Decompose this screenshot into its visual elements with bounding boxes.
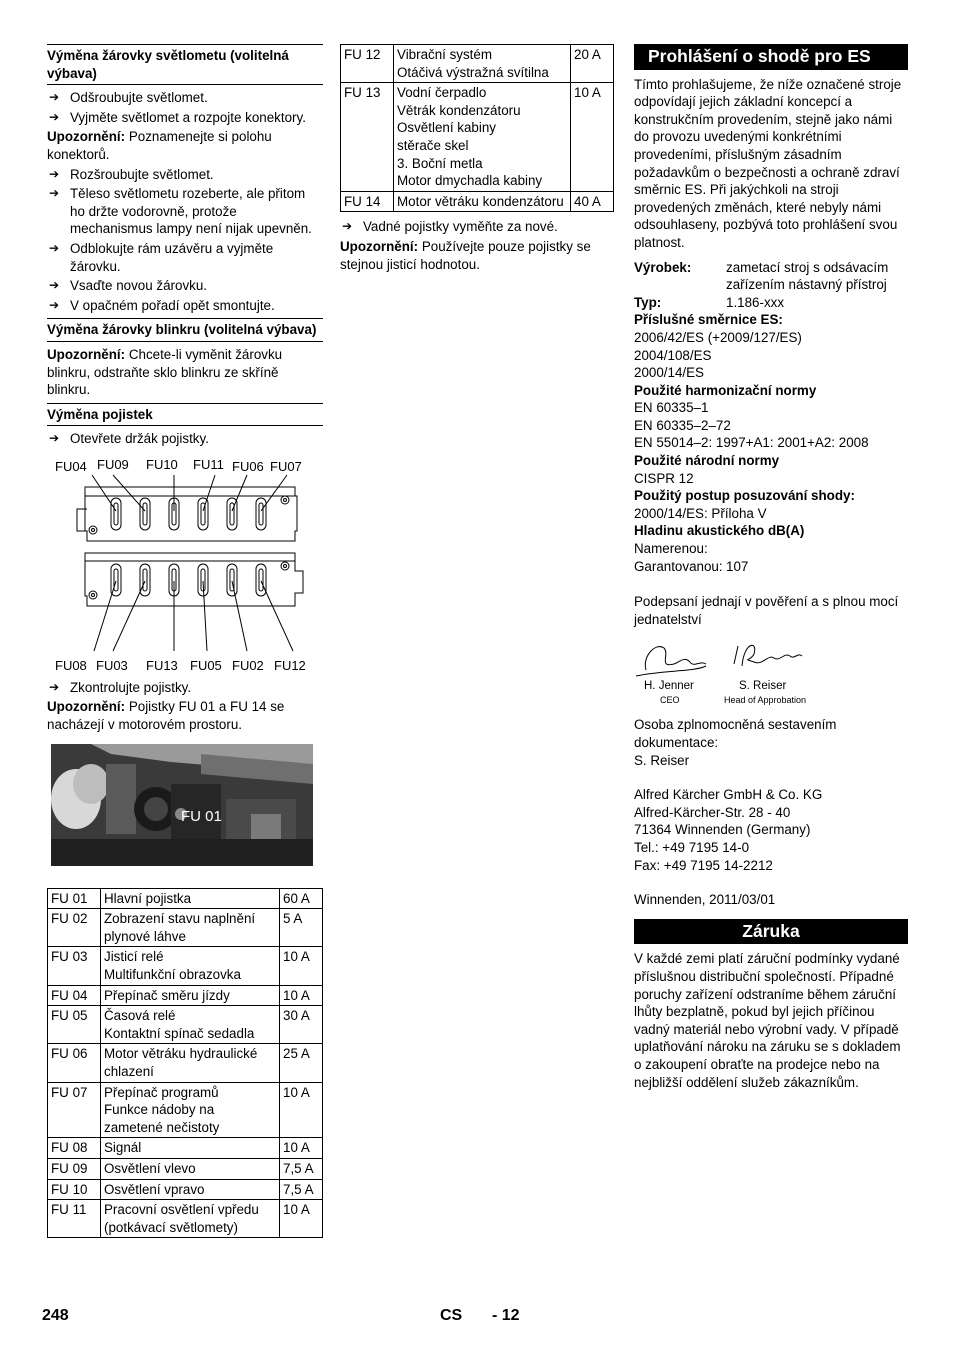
language-code: CS bbox=[440, 1307, 463, 1324]
fuse-rating: 20 A bbox=[571, 45, 614, 83]
arrow-icon: ➔ bbox=[49, 297, 60, 312]
signature-drawing bbox=[634, 636, 834, 682]
directives-label: Příslušné směrnice ES: bbox=[634, 312, 783, 328]
fuse-description: Přepínač programů Funkce nádoby na zametené nečistoty bbox=[101, 1082, 280, 1138]
fuse-description: Hlavní pojistka bbox=[101, 888, 280, 909]
fuse-description: Signál bbox=[101, 1138, 280, 1159]
fuse-description: Pracovní osvětlení vpředu (potkávací světlomety) bbox=[101, 1200, 280, 1238]
fuse-label: FU02 bbox=[232, 657, 264, 673]
fuse-row bbox=[48, 1082, 323, 1138]
section-heading-blinker: Výměna žárovky blinkru (volitelná výbava) bbox=[47, 318, 323, 342]
fuse-rating: 25 A bbox=[280, 1044, 323, 1082]
fuse-row bbox=[341, 191, 614, 212]
warranty-title: Záruka bbox=[634, 919, 908, 945]
fuse-row bbox=[48, 1006, 323, 1044]
step: ➔ Vsaďte novou žárovku. bbox=[49, 278, 208, 294]
fuse-description: Jisticí relé Multifunkční obrazovka bbox=[101, 947, 280, 985]
step: ➔ Vyjměte světlomet a rozpojte konektory. bbox=[49, 109, 306, 125]
step: ➔ Vadné pojistky vyměňte za nové. bbox=[342, 219, 558, 235]
directive: 2006/42/ES (+2009/127/ES) bbox=[634, 329, 802, 345]
fuse-row bbox=[48, 1138, 323, 1159]
fuse-code: FU 12 bbox=[341, 45, 394, 83]
fuse-rating: 10 A bbox=[280, 947, 323, 985]
arrow-icon: ➔ bbox=[49, 166, 60, 181]
arrow-icon: ➔ bbox=[49, 431, 60, 446]
declaration-title: Prohlášení o shodě pro ES bbox=[634, 44, 908, 70]
fuse-row bbox=[341, 45, 614, 83]
fuse-rating: 60 A bbox=[280, 888, 323, 909]
fuse-code: FU 06 bbox=[48, 1044, 101, 1082]
fuse-label: FU06 bbox=[232, 458, 264, 474]
fuse-description: Osvětlení vpravo bbox=[101, 1179, 280, 1200]
note: Upozornění: Poznamenejte si polohu konektorů. bbox=[47, 129, 272, 162]
fuse-label: FU09 bbox=[97, 456, 129, 472]
arrow-icon: ➔ bbox=[49, 679, 60, 694]
arrow-icon: ➔ bbox=[342, 219, 353, 234]
step: ➔ Odšroubujte světlomet. bbox=[49, 90, 208, 106]
fuse-description: Přepínač směru jízdy bbox=[101, 985, 280, 1006]
fuse-row bbox=[48, 1158, 323, 1179]
fuse-label: FU10 bbox=[146, 456, 178, 472]
arrow-icon: ➔ bbox=[49, 109, 60, 124]
fuse-code: FU 09 bbox=[48, 1158, 101, 1179]
fuse-label: FU08 bbox=[55, 657, 87, 673]
fuse-labels-bottom bbox=[55, 658, 306, 673]
signer-2-role: Head of Approbation bbox=[724, 695, 807, 706]
fuse-row bbox=[341, 83, 614, 192]
fuse-rating: 10 A bbox=[280, 1082, 323, 1138]
arrow-icon: ➔ bbox=[49, 90, 60, 105]
norm: EN 60335–2–72 bbox=[634, 417, 731, 433]
signer-2-name: S. Reiser bbox=[739, 680, 787, 693]
fuse-rating: 7,5 A bbox=[280, 1179, 323, 1200]
fuse-rating: 40 A bbox=[571, 191, 614, 212]
fuse-table-1 bbox=[47, 888, 323, 1239]
fuse-rating: 10 A bbox=[571, 83, 614, 192]
fuse-code: FU 05 bbox=[48, 1006, 101, 1044]
fuse-table-2 bbox=[340, 44, 614, 212]
step: ➔ Zkontrolujte pojistky. bbox=[49, 679, 192, 695]
national-label: Použité národní normy bbox=[634, 453, 780, 469]
fuse-rating: 10 A bbox=[280, 1200, 323, 1238]
fuse-holder-diagram bbox=[47, 451, 323, 677]
fuse-row bbox=[48, 909, 323, 947]
fuse-label: FU13 bbox=[146, 657, 178, 673]
fuse-label: FU11 bbox=[193, 456, 224, 472]
arrow-icon: ➔ bbox=[49, 240, 60, 255]
fuse-code: FU 13 bbox=[341, 83, 394, 192]
fuse-code: FU 10 bbox=[48, 1179, 101, 1200]
product-row: Výrobek: zametací stroj s odsávacím zařízením nástavný přístroj bbox=[634, 259, 889, 293]
section-heading-headlight: Výměna žárovky světlometu (volitelná výbava) bbox=[47, 44, 323, 85]
fuse-code: FU 04 bbox=[48, 985, 101, 1006]
fuse-code: FU 02 bbox=[48, 909, 101, 947]
measured-row: Namerenou: bbox=[634, 541, 708, 557]
fuse-rating: 10 A bbox=[280, 985, 323, 1006]
engine-photo-drawing bbox=[51, 744, 313, 866]
place-date: Winnenden, 2011/03/01 bbox=[634, 892, 776, 908]
fuse-row bbox=[48, 1044, 323, 1082]
conformity-value: 2000/14/ES: Příloha V bbox=[634, 505, 767, 521]
fuse-label: FU04 bbox=[55, 458, 87, 474]
step: ➔ V opačném pořadí opět smontujte. bbox=[49, 297, 275, 313]
signer-1-role: CEO bbox=[660, 695, 680, 706]
column-left bbox=[47, 44, 323, 1238]
fuse-description: Osvětlení vlevo bbox=[101, 1158, 280, 1179]
directive: 2000/14/ES bbox=[634, 365, 704, 381]
column-right bbox=[634, 44, 908, 1091]
step: ➔ Rozšroubujte světlomet. bbox=[49, 166, 214, 182]
step: ➔ Otevřete držák pojistky. bbox=[49, 431, 209, 447]
fuse-code: FU 08 bbox=[48, 1138, 101, 1159]
signer-1-name: H. Jenner bbox=[644, 680, 694, 693]
fuse-description: Vibrační systém Otáčivá výstražná svítilna bbox=[394, 45, 571, 83]
harmonized-label: Použité harmonizační normy bbox=[634, 382, 817, 398]
fuse-rating: 5 A bbox=[280, 909, 323, 947]
fuse-row bbox=[48, 1179, 323, 1200]
fuse-code: FU 11 bbox=[48, 1200, 101, 1238]
fuse-description: Časová relé Kontaktní spínač sedadla bbox=[101, 1006, 280, 1044]
signed-text: Podepsaní jednají v pověření a s plnou mocí jednatelství bbox=[634, 594, 899, 627]
address-line: Alfred Kärcher GmbH & Co. KG bbox=[634, 787, 823, 803]
authorized-name: S. Reiser bbox=[634, 752, 690, 768]
fuse-code: FU 03 bbox=[48, 947, 101, 985]
address-line: 71364 Winnenden (Germany) bbox=[634, 822, 811, 838]
step: ➔ Odblokujte rám uzávěru a vyjměte žárovku. bbox=[49, 240, 274, 274]
fuse-code: FU 07 bbox=[48, 1082, 101, 1138]
fuse-row bbox=[48, 947, 323, 985]
sub-page-number: - 12 bbox=[492, 1307, 520, 1324]
section-heading-fuses: Výměna pojistek bbox=[47, 403, 323, 427]
directive: 2004/108/ES bbox=[634, 347, 712, 363]
declaration-intro: Tímto prohlašujeme, že níže označené stroje odpovídají jejich základní koncepcí a konstrukčním provedením, stejně jako námi do provozu uvedenými konkrétními provedeními, příslušným zásadním požadavkům o bezpečnosti a ochraně zdraví směrnic ES. Při jakýchkoli na stroji provedených změnách, které nebyly námi odsouhlaseny, pozbývá toto prohlášení svou platnost. bbox=[634, 76, 902, 250]
norm: EN 60335–1 bbox=[634, 400, 709, 416]
note: Upozornění: Pojistky FU 01 a FU 14 se nacházejí v motorovém prostoru. bbox=[47, 699, 285, 733]
fuse-holder-bottom bbox=[85, 553, 303, 651]
warranty-text: V každé zemi platí záruční podmínky vydané příslušnou distribuční společností. Případné poruchy zařízení odstraníme během záruční lhůty bezplatně, pokud byl jejich příčinou vadný materiál nebo výrobní vady. V případě uplatňování nároku na záruku se s dokladem o zakoupení obraťte na prodejce nebo na nejbližší oddělení služeb zákazníkům. bbox=[634, 951, 901, 1090]
fuse-rating: 10 A bbox=[280, 1138, 323, 1159]
norm: EN 55014–2: 1997+A1: 2001+A2: 2008 bbox=[634, 435, 869, 451]
arrow-icon: ➔ bbox=[49, 186, 60, 201]
fuse-label: FU03 bbox=[96, 657, 128, 673]
fuse-description: Vodní čerpadlo Větrák kondenzátoru Osvětlení kabiny stěrače skel 3. Boční metla Motor dmychadla kabiny bbox=[394, 83, 571, 192]
fuse-holder-top bbox=[77, 475, 297, 541]
fuse-row bbox=[48, 1200, 323, 1238]
fuse-label: FU05 bbox=[190, 657, 222, 673]
fuse-label: FU12 bbox=[274, 657, 306, 673]
signatures bbox=[634, 636, 908, 704]
fuse-code: FU 14 bbox=[341, 191, 394, 212]
address-line: Tel.: +49 7195 14-0 bbox=[634, 839, 750, 855]
fuse-row bbox=[48, 888, 323, 909]
note: Upozornění: Chcete-li vyměnit žárovku blinkru, odstraňte sklo blinkru ze skříně blinkru. bbox=[47, 346, 283, 398]
engine-compartment-photo bbox=[51, 744, 313, 866]
sound-label: Hladinu akustického dB(A) bbox=[634, 523, 805, 539]
column-middle bbox=[340, 44, 614, 273]
fuse-row bbox=[48, 985, 323, 1006]
fuse-rating: 7,5 A bbox=[280, 1158, 323, 1179]
fuse-rating: 30 A bbox=[280, 1006, 323, 1044]
address-line: Alfred-Kärcher-Str. 28 - 40 bbox=[634, 804, 791, 820]
photo-label: FU 01 bbox=[181, 807, 222, 825]
type-row: Typ: 1.186-xxx bbox=[634, 294, 785, 310]
page-number: 248 bbox=[42, 1307, 69, 1324]
fuse-label: FU07 bbox=[270, 458, 302, 474]
step: ➔ Těleso světlometu rozeberte, ale přitom ho držte vodorovně, protože mechanismus lampy není nijak upevněn. bbox=[49, 186, 312, 237]
authorized-text: Osoba zplnomocněná sestavením dokumentace: bbox=[634, 717, 837, 750]
fuse-description: Zobrazení stavu naplnění plynové láhve bbox=[101, 909, 280, 947]
fuse-labels-top bbox=[55, 457, 302, 474]
arrow-icon: ➔ bbox=[49, 278, 60, 293]
address-line: Fax: +49 7195 14-2212 bbox=[634, 857, 773, 873]
norm: CISPR 12 bbox=[634, 470, 694, 486]
fuse-description: Motor větráku kondenzátoru bbox=[394, 191, 571, 212]
conformity-label: Použitý postup posuzování shody: bbox=[634, 488, 855, 504]
fuse-code: FU 01 bbox=[48, 888, 101, 909]
note: Upozornění: Používejte pouze pojistky se stejnou jisticí hodnotou. bbox=[340, 238, 591, 272]
guaranteed-row: Garantovanou: 107 bbox=[634, 558, 749, 574]
fuse-description: Motor větráku hydraulické chlazení bbox=[101, 1044, 280, 1082]
